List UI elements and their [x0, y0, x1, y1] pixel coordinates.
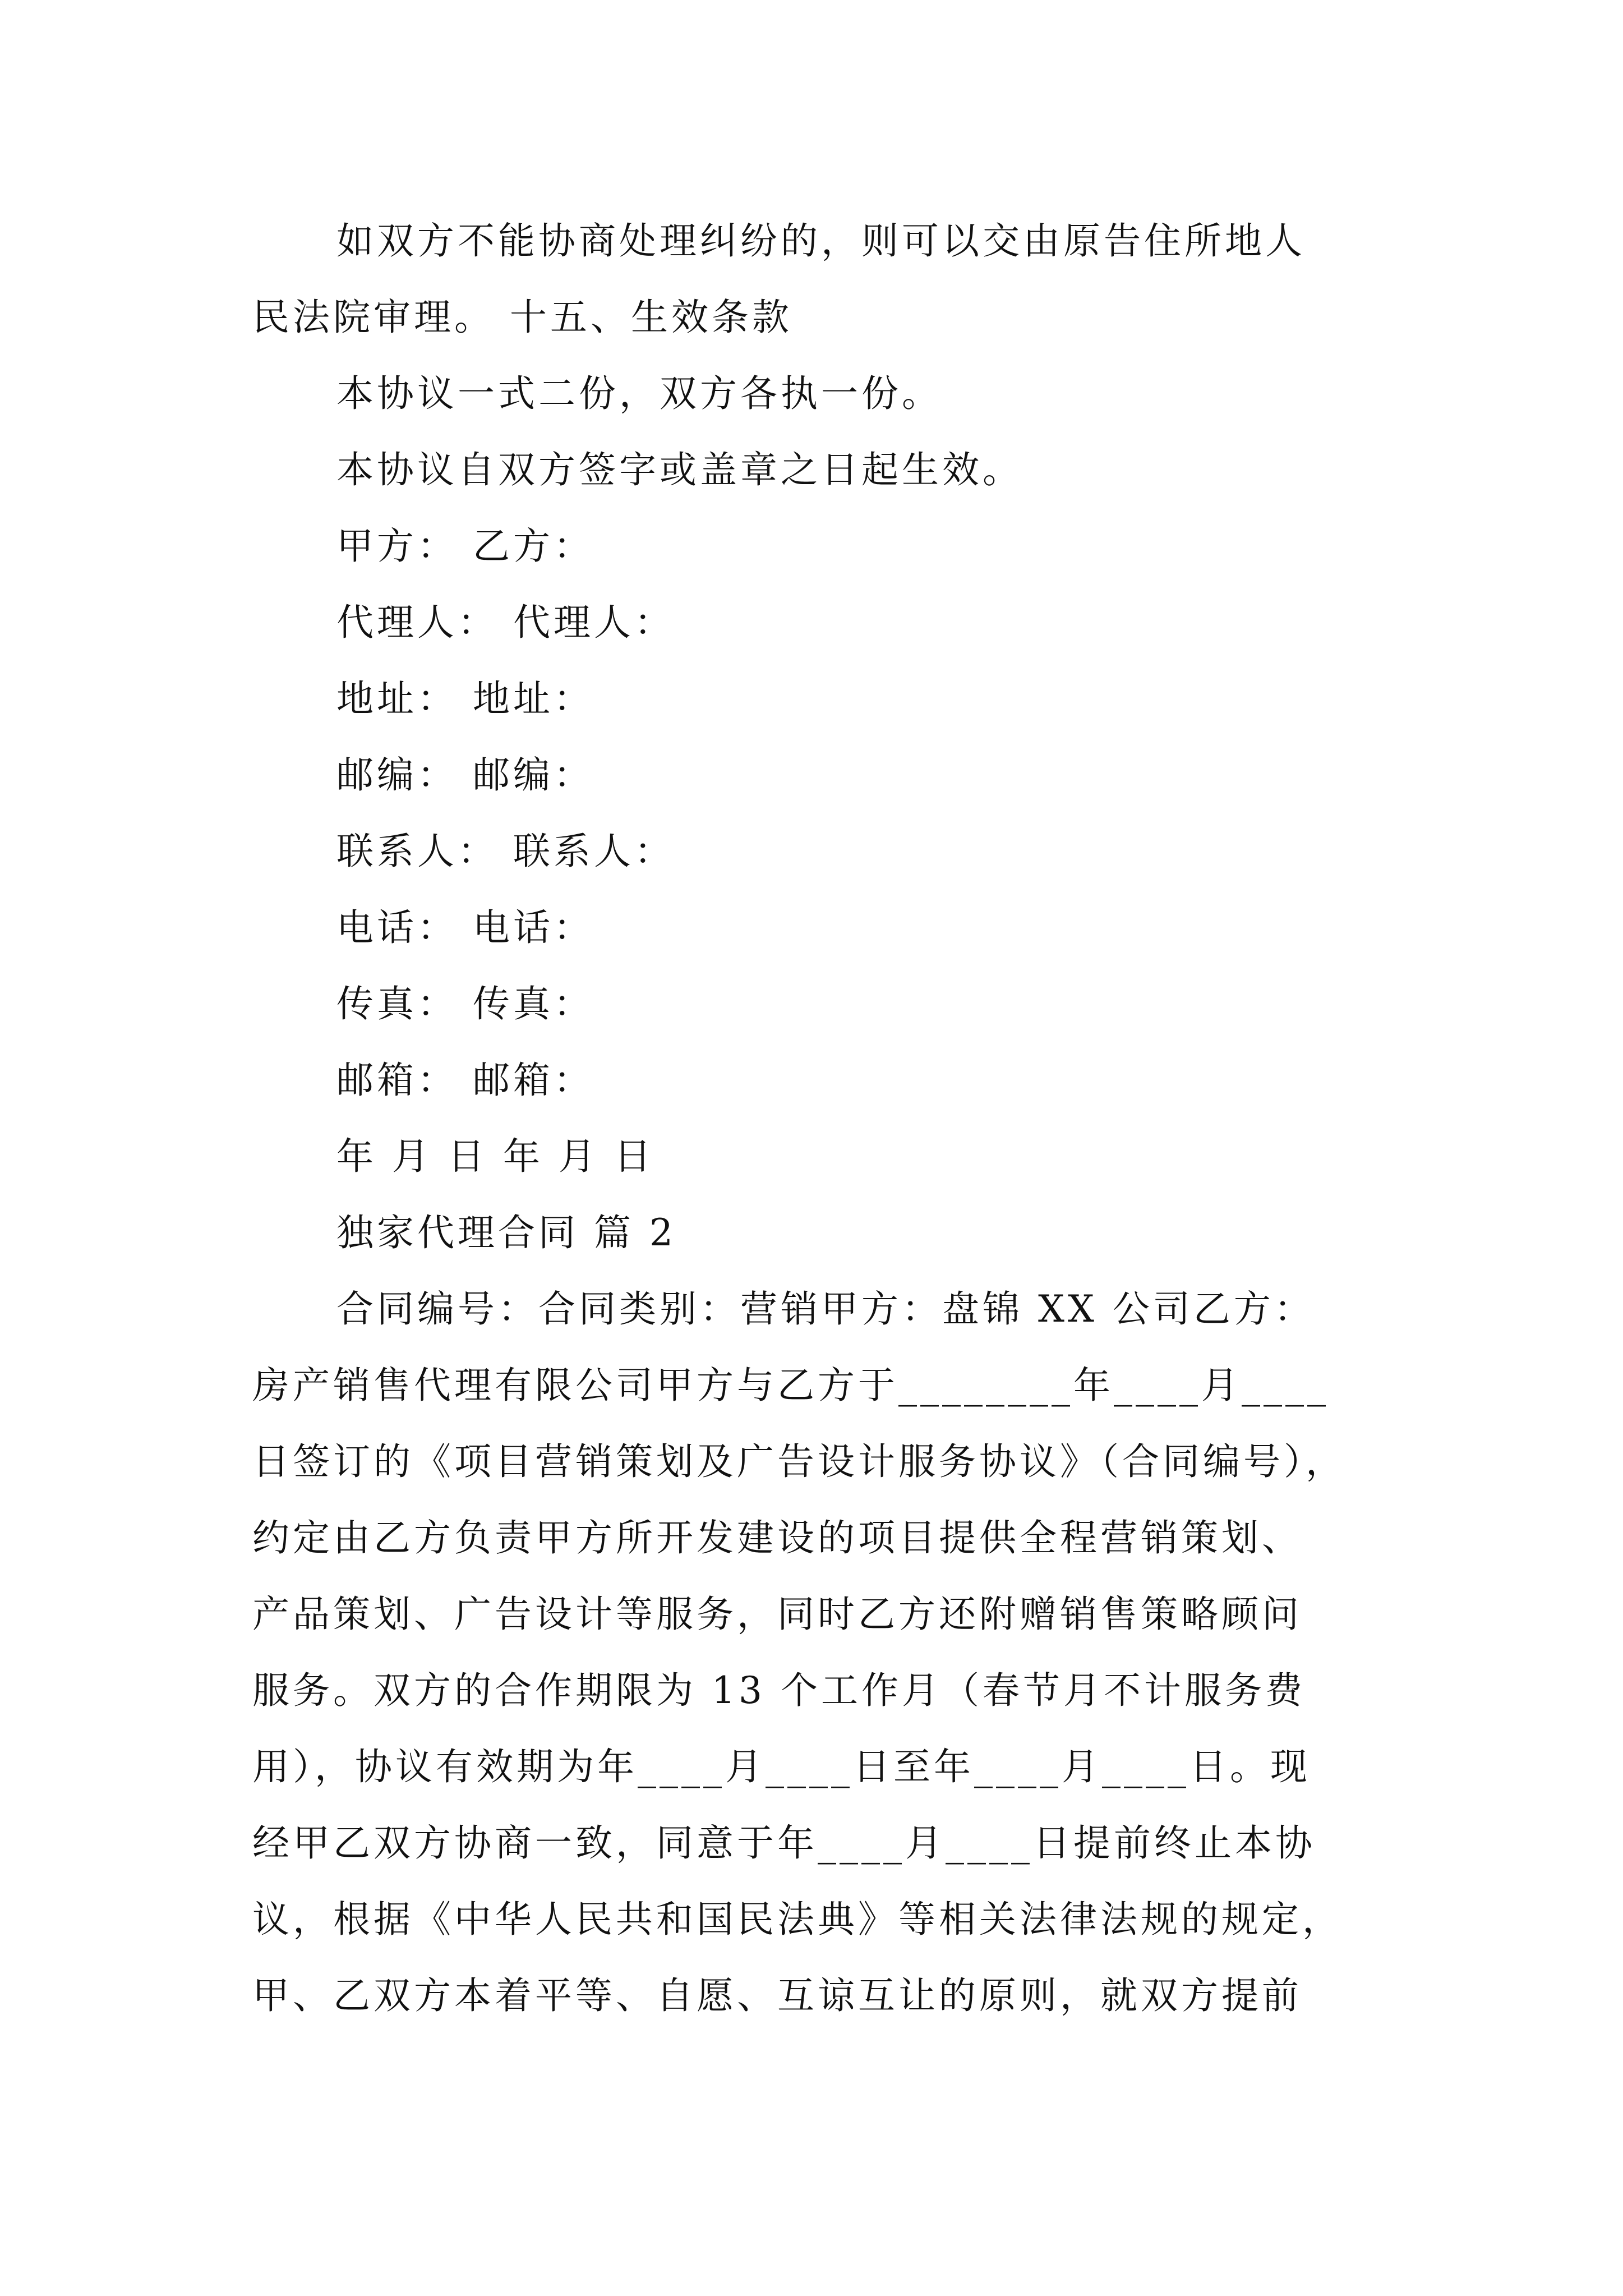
paragraph-line-17: 日签订的《项目营销策划及广告设计服务协议》（合同编号）， [252, 1440, 1346, 1483]
signature-email-label: 邮箱： 邮箱： [336, 1059, 594, 1102]
paragraph-line-23: 议，根据《中华人民共和国民法典》等相关法律法规的规定， [252, 1898, 1343, 1941]
paragraph-line-22: 经甲乙双方协商一致，同意于年____月____日提前终止本协 [252, 1821, 1316, 1865]
signature-party-label: 甲方： 乙方： [336, 524, 594, 568]
section-title: 独家代理合同 篇 2 [336, 1211, 676, 1254]
signature-contact-label: 联系人： 联系人： [336, 830, 675, 873]
paragraph-line-4: 本协议自双方签字或盖章之日起生效。 [336, 448, 1023, 491]
paragraph-line-21: 用），协议有效期为年____月____日至年____月____日。现 [252, 1745, 1311, 1788]
paragraph-line-15: 合同编号：合同类别：营销甲方：盘锦 XX 公司乙方： [336, 1287, 1315, 1331]
paragraph-line-24: 甲、乙双方本着平等、自愿、互谅互让的原则，就双方提前 [252, 1974, 1302, 2017]
signature-agent-label: 代理人： 代理人： [336, 601, 675, 644]
signature-fax-label: 传真： 传真： [336, 982, 594, 1025]
paragraph-line-20: 服务。双方的合作期限为 13 个工作月（春节月不计服务费 [252, 1669, 1306, 1712]
signature-phone-label: 电话： 电话： [336, 906, 594, 949]
signature-postcode-label: 邮编： 邮编： [336, 753, 594, 797]
paragraph-line-1: 如双方不能协商处理纠纷的，则可以交由原告住所地人 [336, 219, 1306, 263]
paragraph-line-2: 民法院审理。 十五、生效条款 [252, 296, 792, 339]
paragraph-line-18: 约定由乙方负责甲方所开发建设的项目提供全程营销策划、 [252, 1516, 1302, 1559]
paragraph-line-3: 本协议一式二份，双方各执一份。 [336, 372, 942, 415]
paragraph-line-16: 房产销售代理有限公司甲方与乙方于________年____月____ [252, 1364, 1329, 1407]
paragraph-line-19: 产品策划、广告设计等服务，同时乙方还附赠销售策略顾问 [252, 1593, 1302, 1636]
signature-date-label: 年 月 日 年 月 日 [336, 1135, 654, 1178]
signature-address-label: 地址： 地址： [336, 677, 594, 720]
